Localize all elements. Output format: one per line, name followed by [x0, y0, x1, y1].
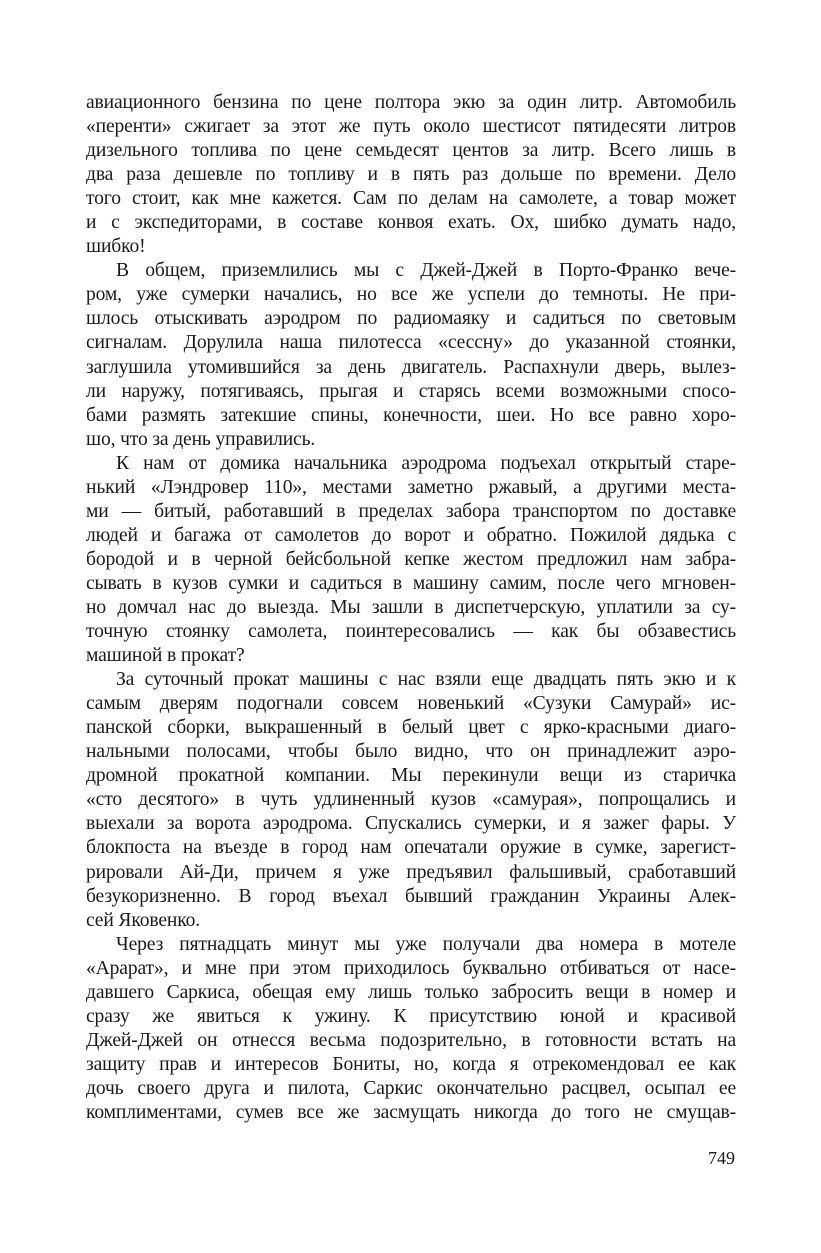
paragraph: [86, 91, 736, 259]
text-line: но домчал нас до выезда. Мы зашли в диспетчерскую, уплатили за су-: [86, 596, 736, 618]
text-line: шлось отыскивать аэродром по радиомаяку и садиться по световым: [86, 308, 736, 330]
text-line: рировали Ай-Ди, причем я уже предъявил фальшивый, сработавший: [86, 861, 736, 883]
text-line: блокпоста на въезде в город нам опечатали оружие в сумке, зарегист-: [86, 837, 736, 859]
paragraph: [86, 668, 736, 933]
text-line: нальными полосами, чтобы было видно, что он принадлежит аэро-: [86, 741, 736, 763]
text-line: самым дверям подогнали совсем новенький «Сузуки Самурай» ис-: [86, 693, 736, 715]
text-line: дромной прокатной компании. Мы перекинули вещи из старичка: [86, 765, 736, 787]
paragraph: [86, 933, 736, 1125]
text-line: За суточный прокат машины с нас взяли еще двадцать пять экю и к: [116, 669, 736, 691]
text-line: защиту прав и интересов Бониты, но, когда я отрекомендовал ее как: [86, 1053, 736, 1075]
text-line: бородой и в черной бейсбольной кепке жестом предложил нам забра-: [86, 548, 736, 570]
text-line: выехали за ворота аэродрома. Спускались сумерки, и я зажег фары. У: [86, 813, 736, 835]
text-line: безукоризненно. В город въехал бывший гражданин Украины Алек-: [86, 885, 736, 907]
text-line: ми — битый, работавший в пределах забора транспортом по доставке: [86, 500, 736, 522]
text-line: комплиментами, сумев все же засмущать никогда до того не смущав-: [86, 1101, 736, 1123]
text-line: машиной в прокат?: [86, 645, 245, 667]
text-line: В общем, приземлились мы с Джей-Джей в Порто-Франко вече-: [116, 260, 736, 282]
text-line: шибко!: [86, 236, 146, 258]
text-line: ли наружу, потягиваясь, прыгая и старясь всеми возможными спосо-: [86, 380, 736, 402]
text-line: дочь своего друга и пилота, Саркис окончательно расцвел, осыпал ее: [86, 1077, 736, 1099]
text-line: бами размять затекшие спины, конечности, шеи. Но все равно хоро-: [86, 404, 736, 426]
paragraph: [86, 259, 736, 451]
text-line: и с экспедиторами, в составе конвоя ехать. Ох, шибко думать надо,: [86, 212, 736, 234]
text-line: сей Яковенко.: [86, 909, 200, 931]
text-line: шо, что за день управились.: [86, 428, 316, 450]
text-line: давшего Саркиса, обещая ему лишь только забросить вещи в номер и: [86, 981, 736, 1003]
page-number: 749: [708, 1148, 735, 1168]
text-line: Через пятнадцать минут мы уже получали два номера в мотеле: [116, 933, 736, 955]
text-line: ром, уже сумерки начались, но все же успели до темноты. Не при-: [86, 284, 736, 306]
text-line: дизельного топлива по цене семьдесят центов за литр. Всего лишь в: [86, 140, 736, 162]
text-line: нький «Лэндровер 110», местами заметно ржавый, а другими места-: [86, 476, 736, 498]
text-line: два раза дешевле по топливу и в пять раз дольше по времени. Дело: [86, 164, 736, 186]
text-line: авиационного бензина по цене полтора экю за один литр. Автомобиль: [86, 92, 736, 113]
text-line: «перенти» сжигает за этот же путь около шестисот пятидесяти литров: [86, 116, 736, 138]
text-line: «Арарат», и мне при этом приходилось буквально отбиваться от насе-: [86, 957, 736, 979]
body-text: [86, 91, 736, 1125]
text-line: заглушила утомившийся за день двигатель. Распахнули дверь, вылез-: [86, 356, 736, 378]
text-line: того стоит, как мне кажется. Сам по делам на самолете, а товар может: [86, 188, 736, 210]
text-line: сывать в кузов сумки и садиться в машину самим, после чего мгновен-: [86, 572, 736, 594]
paragraph: [86, 452, 736, 668]
text-line: Джей-Джей он отнесся весьма подозрительно, в готовности встать на: [86, 1029, 736, 1051]
text-line: сигналам. Дорулила наша пилотесса «сессну» до указанной стоянки,: [86, 332, 736, 354]
text-line: сразу же явиться к ужину. К присутствию юной и красивой: [86, 1005, 736, 1027]
text-line: «сто десятого» в чуть удлиненный кузов «самурая», попрощались и: [86, 789, 736, 811]
text-line: панской сборки, выкрашенный в белый цвет с ярко-красными диаго-: [86, 717, 736, 739]
text-line: людей и багажа от самолетов до ворот и обратно. Пожилой дядька с: [86, 524, 736, 546]
text-line: К нам от домика начальника аэродрома подъехал открытый старе-: [116, 452, 736, 474]
text-line: точную стоянку самолета, поинтересовались — как бы обзавестись: [86, 621, 736, 643]
